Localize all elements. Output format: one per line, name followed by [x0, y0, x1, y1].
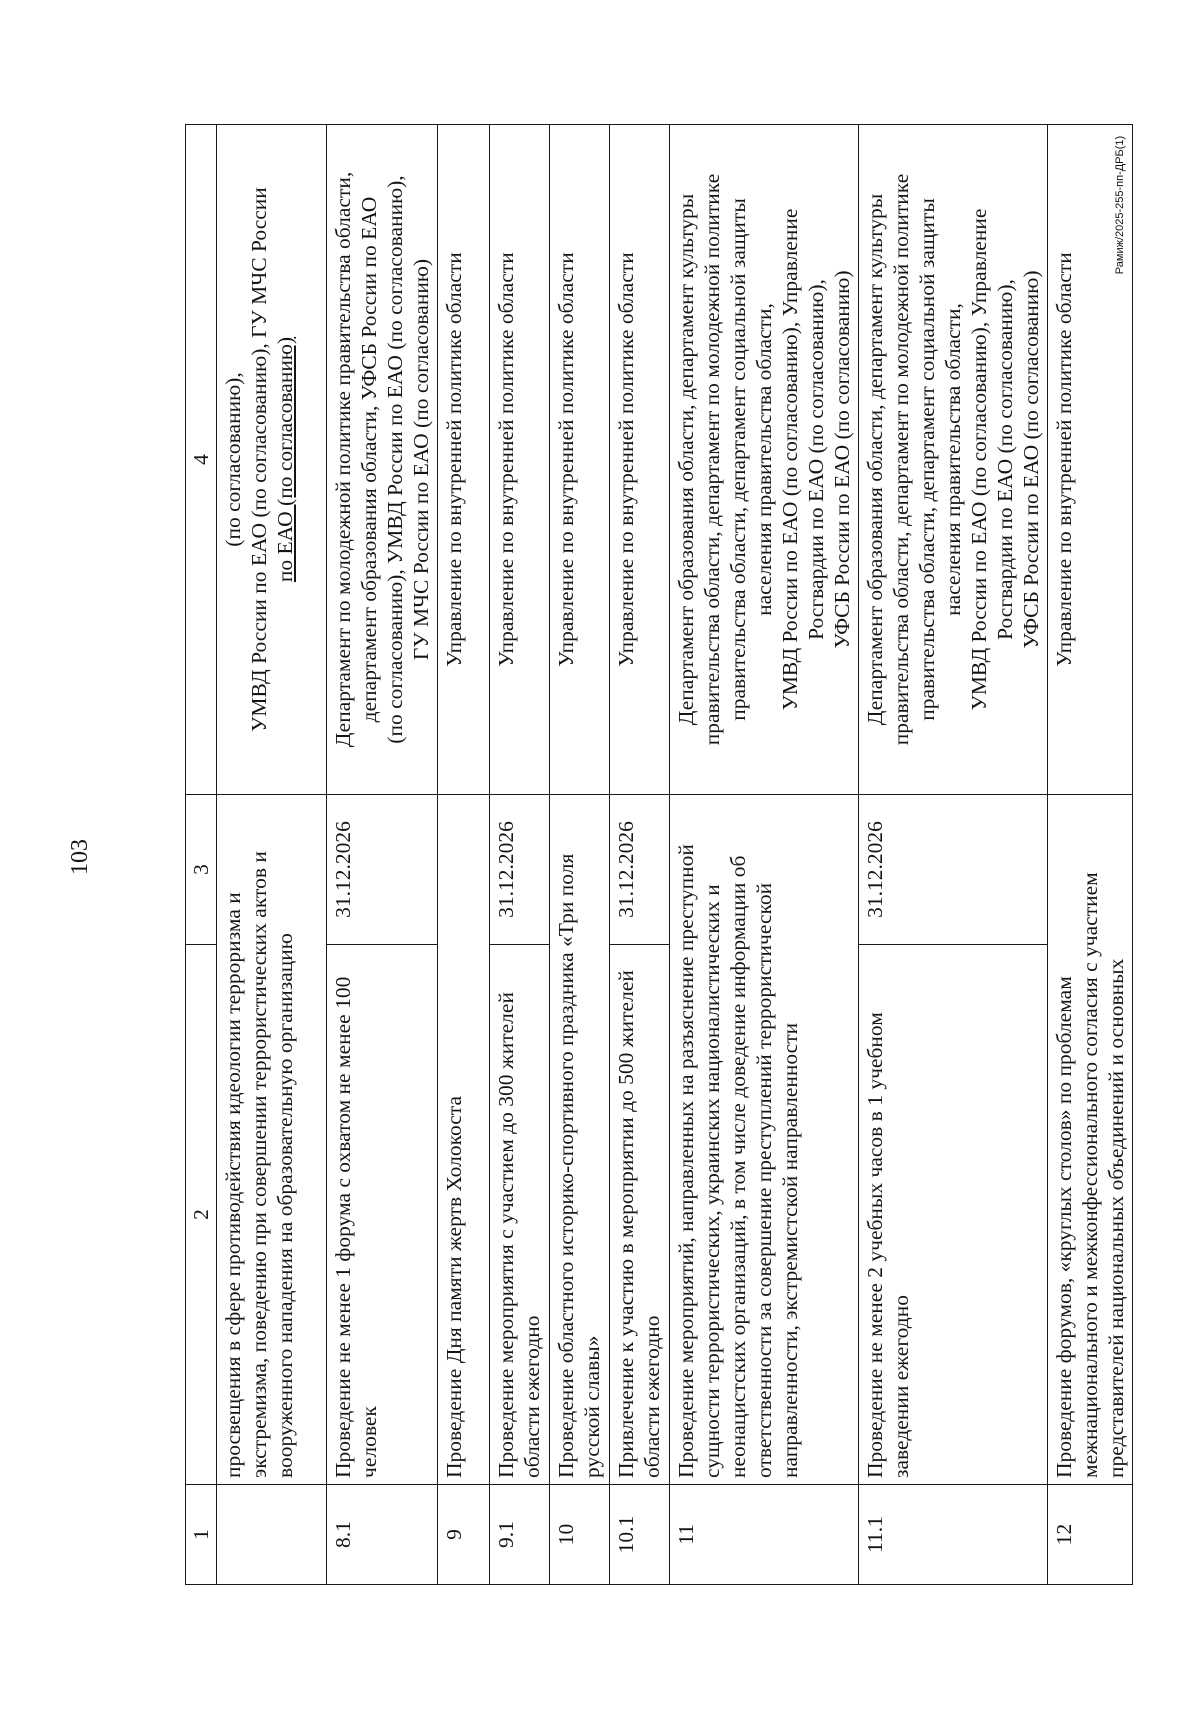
deadline-date: 31.12.2026	[490, 795, 550, 945]
executor-line: (по согласованию),	[221, 372, 245, 547]
event-text: Привлечение к участию в мероприятии до 500 жителей области ежегодно	[610, 945, 670, 1485]
executor-line: Департамент по молодежной политике правительства области,	[331, 171, 355, 748]
executor-line: правительства области, департамент по молодежной политике	[700, 173, 724, 746]
row-number: 11	[670, 1485, 859, 1585]
header-row	[186, 125, 217, 1585]
executor-line: (по согласованию), УМВД России по ЕАО (по согласованию),	[383, 175, 407, 744]
deadline-date: 31.12.2026	[327, 795, 438, 945]
executor-line: Управление по внутренней политике области	[442, 252, 466, 667]
header-col-1: 1	[186, 1485, 217, 1585]
table-row	[610, 125, 670, 1585]
executor-line: УФСБ России по ЕАО (по согласованию)	[1019, 270, 1043, 649]
executor-line: Департамент образования области, департамент культуры	[674, 193, 698, 726]
executor-line: правительства области, департамент социальной защиты	[726, 198, 750, 721]
table-row	[217, 125, 327, 1585]
header-col-3: 3	[186, 795, 217, 945]
row-number: 9.1	[490, 1485, 550, 1585]
table-row	[550, 125, 610, 1585]
executor-line: правительства области, департамент по молодежной политике	[889, 173, 913, 746]
table-row	[859, 125, 1048, 1585]
executor-line: Управление по внутренней политике области	[614, 252, 638, 667]
header-col-2: 2	[186, 945, 217, 1485]
event-text: Проведение областного историко-спортивного праздника «Три поля русской славы»	[550, 795, 610, 1485]
executor-line: департамент образования области, УФСБ России по ЕАО	[357, 196, 381, 723]
executors	[217, 125, 327, 795]
table-row	[327, 125, 438, 1585]
executor-line: Управление по внутренней политике области	[1052, 252, 1076, 667]
footer-code: Рамиж/2025-255-пп-ДРБ(1)	[1114, 135, 1126, 275]
row-number: 12	[1048, 1485, 1133, 1585]
executors	[670, 125, 859, 795]
row-number: 9	[438, 1485, 490, 1585]
executors	[327, 125, 438, 795]
row-number: 10.1	[610, 1485, 670, 1585]
executors	[859, 125, 1048, 795]
header-col-4: 4	[186, 125, 217, 795]
executor-line: ГУ МЧС России по ЕАО (по согласованию)	[409, 258, 433, 661]
executor-line: правительства области, департамент социальной защиты	[915, 198, 939, 721]
executor-line: населения правительства области,	[941, 303, 965, 616]
row-number: 10	[550, 1485, 610, 1585]
executor-line: Управление по внутренней политике области	[554, 252, 578, 667]
event-text: Проведение мероприятий, направленных на разъяснение преступной сущности террористических, украинских националистических и неонацистских организаций, в том числе доведение информации об ответственности за совершение преступлений террористической направленности, экстремистской направленности	[670, 795, 859, 1485]
executor-line: УМВД России по ЕАО (по согласованию), ГУ МЧС России	[247, 187, 271, 732]
event-text: Проведение не менее 1 форума с охватом не менее 100 человек	[327, 945, 438, 1485]
page-number: 103	[67, 839, 93, 875]
row-number: 11.1	[859, 1485, 1048, 1585]
event-text: Проведение мероприятия с участием до 300 жителей области ежегодно	[490, 945, 550, 1485]
table-row	[490, 125, 550, 1585]
event-text: Проведение Дня памяти жертв Холокоста	[438, 795, 490, 1485]
executor-line: населения правительства области,	[752, 303, 776, 616]
executors	[438, 125, 490, 795]
event-text: просвещения в сфере противодействия идеологии терроризма и экстремизма, поведению при совершении террористических актов и вооруженного нападения на образовательную организацию	[217, 795, 327, 1485]
executor-line: УМВД России по ЕАО (по согласованию), Управление	[778, 208, 802, 711]
measures-table	[185, 124, 1133, 1585]
executors	[490, 125, 550, 795]
deadline-date: 31.12.2026	[610, 795, 670, 945]
executor-line: Росгвардии по ЕАО (по согласованию),	[804, 279, 828, 640]
table-row	[670, 125, 859, 1585]
event-text: Проведение форумов, «круглых столов» по проблемам межнационального и межконфессионального согласия с участием представителей национальных объединений и основных	[1048, 795, 1133, 1485]
event-text: Проведение не менее 2 учебных часов в 1 учебном заведении ежегодно	[859, 945, 1048, 1485]
row-number	[217, 1485, 327, 1585]
executor-line: по ЕАО (по согласованию)	[273, 336, 297, 583]
table-row	[438, 125, 490, 1585]
deadline-date: 31.12.2026	[859, 795, 1048, 945]
executor-line: Департамент образования области, департамент культуры	[863, 193, 887, 726]
executor-line: УФСБ России по ЕАО (по согласованию)	[830, 270, 854, 649]
executor-line: УМВД России по ЕАО (по согласованию), Управление	[967, 208, 991, 711]
table-row	[1048, 125, 1133, 1585]
executor-line: Управление по внутренней политике области	[494, 252, 518, 667]
executors	[610, 125, 670, 795]
executors	[1048, 125, 1133, 795]
row-number: 8.1	[327, 1485, 438, 1585]
executors	[550, 125, 610, 795]
executor-line: Росгвардии по ЕАО (по согласованию),	[993, 279, 1017, 640]
